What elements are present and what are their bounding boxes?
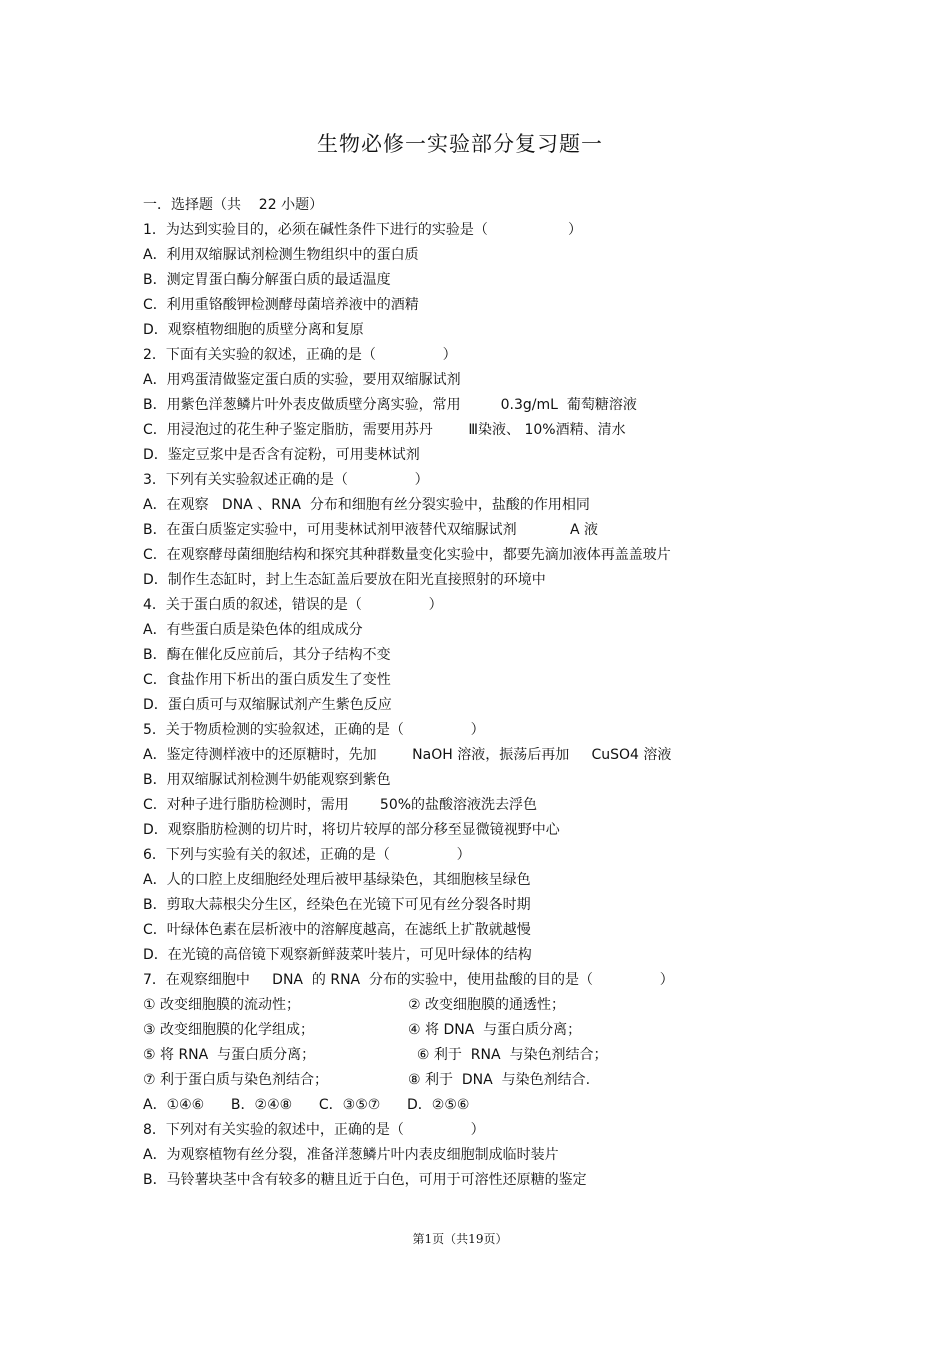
- text-line: B．马铃薯块茎中含有较多的糖且近于白色，可用于可溶性还原糖的鉴定: [143, 1172, 587, 1188]
- page-footer: 第1页（共19页）: [412, 1232, 508, 1246]
- option-row: [143, 1018, 743, 1043]
- text-line: B．用紫色洋葱鳞片叶外表皮做质壁分离实验，常用 0.3g/mL 葡萄糖溶液: [143, 397, 637, 413]
- text-line: C．叶绿体色素在层析液中的溶解度越高，在滤纸上扩散就越慢: [143, 922, 531, 938]
- text-line: A．利用双缩脲试剂检测生物组织中的蛋白质: [143, 247, 419, 263]
- option-row: [143, 993, 743, 1018]
- text-line: C．对种子进行脂肪检测时，需用 50%的盐酸溶液洗去浮色: [143, 797, 538, 813]
- page-title: 生物必修一实验部分复习题一: [317, 132, 603, 156]
- text-line: 一．选择题（共 22 小题）: [143, 197, 324, 213]
- option-item: ⑥ 利于 RNA 与染色剂结合；: [408, 1047, 608, 1063]
- option-row: [143, 1043, 743, 1068]
- option-item: ⑦ 利于蛋白质与染色剂结合；: [143, 1072, 329, 1088]
- text-line: C．在观察酵母菌细胞结构和探究其种群数量变化实验中，都要先滴加液体再盖盖玻片: [143, 547, 671, 563]
- text-line: A．为观察植物有丝分裂，准备洋葱鳞片叶内表皮细胞制成临时装片: [143, 1147, 559, 1163]
- option-item: ① 改变细胞膜的流动性；: [143, 997, 301, 1013]
- text-line: D．观察脂肪检测的切片时，将切片较厚的部分移至显微镜视野中心: [143, 822, 560, 838]
- text-line: C．用浸泡过的花生种子鉴定脂肪，需要用苏丹 Ⅲ染液、 10%酒精、清水: [143, 422, 626, 438]
- text-line: C．利用重铬酸钾检测酵母菌培养液中的酒精: [143, 297, 419, 313]
- text-line: A．用鸡蛋清做鉴定蛋白质的实验，要用双缩脲试剂: [143, 372, 461, 388]
- text-line: C．食盐作用下析出的蛋白质发生了变性: [143, 672, 391, 688]
- text-line: D．在光镜的高倍镜下观察新鲜菠菜叶装片，可见叶绿体的结构: [143, 947, 532, 963]
- text-line: 8．下列对有关实验的叙述中，正确的是（ ）: [143, 1122, 485, 1138]
- text-line: 3．下列有关实验叙述正确的是（ ）: [143, 472, 429, 488]
- option-item: ④ 将 DNA 与蛋白质分离；: [408, 1022, 582, 1038]
- text-line: D．观察植物细胞的质壁分离和复原: [143, 322, 364, 338]
- text-line: 6．下列与实验有关的叙述，正确的是（ ）: [143, 847, 471, 863]
- text-line: A．在观察 DNA 、RNA 分布和细胞有丝分裂实验中，盐酸的作用相同: [143, 497, 590, 513]
- text-line: B．在蛋白质鉴定实验中，可用斐林试剂甲液替代双缩脲试剂 A 液: [143, 522, 599, 538]
- text-line: B．测定胃蛋白酶分解蛋白质的最适温度: [143, 272, 391, 288]
- text-line: 5．关于物质检测的实验叙述，正确的是（ ）: [143, 722, 485, 738]
- text-line: B．用双缩脲试剂检测牛奶能观察到紫色: [143, 772, 391, 788]
- option-item: ⑧ 利于 DNA 与染色剂结合.: [408, 1072, 591, 1088]
- text-line: 1．为达到实验目的，必须在碱性条件下进行的实验是（ ）: [143, 222, 583, 238]
- option-item: ③ 改变细胞膜的化学组成；: [143, 1022, 315, 1038]
- option-item: ⑤ 将 RNA 与蛋白质分离；: [143, 1047, 316, 1063]
- question-content: [143, 193, 743, 1193]
- text-line: D．蛋白质可与双缩脲试剂产生紫色反应: [143, 697, 392, 713]
- text-line: B．酶在催化反应前后，其分子结构不变: [143, 647, 391, 663]
- text-line: A．有些蛋白质是染色体的组成成分: [143, 622, 363, 638]
- text-line: 7．在观察细胞中 DNA 的 RNA 分布的实验中，使用盐酸的目的是（ ）: [143, 972, 674, 988]
- text-line: A．①④⑥ B．②④⑧ C．③⑤⑦ D．②⑤⑥: [143, 1097, 470, 1113]
- text-line: 4．关于蛋白质的叙述，错误的是（ ）: [143, 597, 443, 613]
- text-line: 2．下面有关实验的叙述，正确的是（ ）: [143, 347, 457, 363]
- text-line: D．鉴定豆浆中是否含有淀粉，可用斐林试剂: [143, 447, 420, 463]
- option-item: ② 改变细胞膜的通透性；: [408, 997, 566, 1013]
- option-row: [143, 1068, 743, 1093]
- text-line: A．鉴定待测样液中的还原糖时，先加 NaOH 溶液，振荡后再加 CuSO4 溶液: [143, 747, 672, 763]
- text-line: B．剪取大蒜根尖分生区，经染色在光镜下可见有丝分裂各时期: [143, 897, 531, 913]
- text-line: D．制作生态缸时，封上生态缸盖后要放在阳光直接照射的环境中: [143, 572, 546, 588]
- text-line: A．人的口腔上皮细胞经处理后被甲基绿染色，其细胞核呈绿色: [143, 872, 531, 888]
